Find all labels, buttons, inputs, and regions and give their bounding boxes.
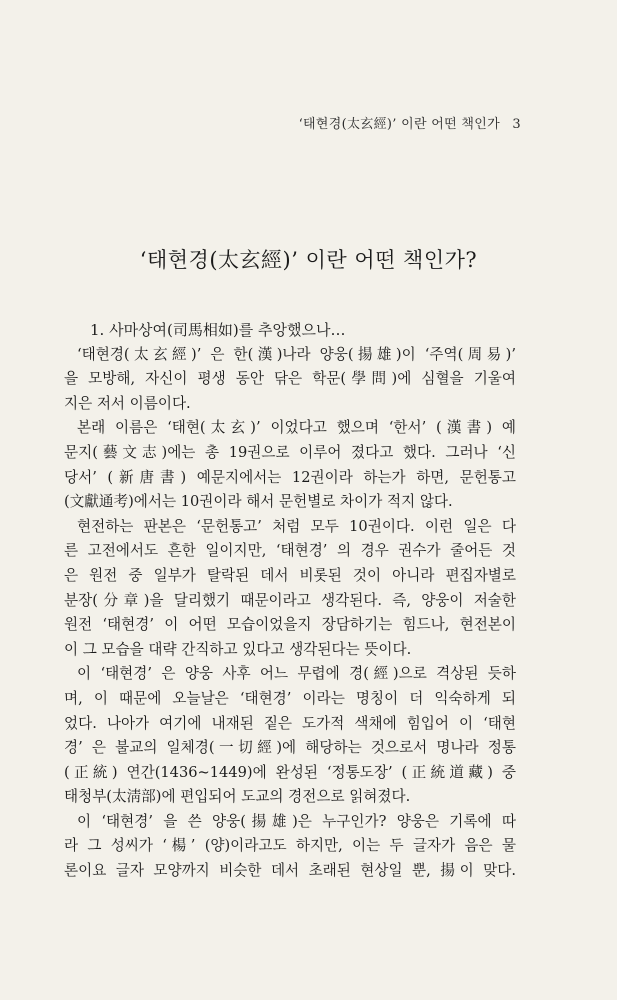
paragraph-line: 은 원전 중 일부가 탈락된 데서 비롯된 것이 아니라 편집자별로 — [64, 566, 516, 584]
chapter-title: ‘태현경(太玄經)’ 이란 어떤 책인가? — [139, 248, 478, 272]
paragraph-line: 본래 이름은 ‘태현(太玄)’ 이었다고 했으며 ‘한서’ (漢書) 예 — [77, 419, 516, 437]
paragraph-line: 이 ‘태현경’ 을 쓴 양웅(揚雄)은 누구인가? 양웅은 기록에 따 — [77, 812, 516, 830]
paragraph-line: 었다. 나아가 여기에 내재된 짙은 도가적 색채에 힘입어 이 ‘태현 — [64, 714, 516, 732]
paragraph-line: 현전하는 판본은 ‘문헌통고’ 처럼 모두 10권이다. 이런 일은 다 — [77, 517, 516, 535]
paragraph-line: 경’ 은 불교의 일체경(一切經)에 해당하는 것으로서 명나라 정통 — [64, 739, 516, 757]
paragraph-line: 른 고전에서도 흔한 일이지만, ‘태현경’ 의 경우 권수가 줄어든 것 — [64, 542, 516, 560]
paragraph-line: 태청부(太淸部)에 편입되어 도교의 경전으로 읽혀졌다. — [64, 788, 411, 806]
paragraph-line: 이 ‘태현경’ 은 양웅 사후 어느 무렵에 경(經)으로 격상된 듯하 — [77, 665, 516, 683]
running-title: ‘태현경(太玄經)’ 이란 어떤 책인가 — [298, 117, 500, 132]
section-heading: 1. 사마상여(司馬相如)를 추앙했으나… — [90, 321, 346, 339]
paragraph-line: 을 모방해, 자신이 평생 동안 닦은 학문(學問)에 심혈을 기울여 — [64, 370, 516, 388]
paragraph-line: 원전 ‘태현경’ 이 어떤 모습이었을지 장담하기는 힘드나, 현전본이 — [64, 616, 516, 634]
paragraph-line: (文獻通考)에서는 10권이라 해서 문헌별로 차이가 적지 않다. — [64, 493, 453, 511]
paragraph-line: 라 그 성씨가 ‘楊’ (양)이라고도 하지만, 이는 두 글자가 음은 물 — [64, 837, 516, 855]
page-number: 3 — [512, 117, 521, 132]
paragraph-line: 분장(分章)을 달리했기 때문이라고 생각된다. 즉, 양웅이 저술한 — [64, 591, 516, 609]
paragraph-line: ‘태현경(太玄經)’ 은 한(漢)나라 양웅(揚雄)이 ‘주역(周易)’ — [77, 345, 516, 363]
paragraph-line: 론이요 글자 모양까지 비슷한 데서 초래된 현상일 뿐, 揚이 맞다. — [64, 862, 516, 880]
paragraph-line: 당서’ (新唐書) 예문지에서는 12권이라 하는가 하면, 문헌통고 — [64, 468, 516, 486]
paragraph-line: 이 그 모습을 대략 간직하고 있다고 생각된다는 뜻이다. — [64, 640, 412, 658]
paragraph-line: (正統) 연간(1436~1449)에 완성된 ‘정통도장’ (正統道藏) 중 — [64, 763, 516, 781]
body-text — [64, 318, 516, 884]
paragraph-line: 문지(藝文志)에는 총 19권으로 이루어 졌다고 했다. 그러나 ‘신 — [64, 443, 516, 461]
running-header — [299, 113, 521, 132]
paragraph-line: 지은 저서 이름이다. — [64, 394, 191, 412]
paragraph-line: 며, 이 때문에 오늘날은 ‘태현경’ 이라는 명칭이 더 익숙하게 되 — [64, 689, 516, 707]
